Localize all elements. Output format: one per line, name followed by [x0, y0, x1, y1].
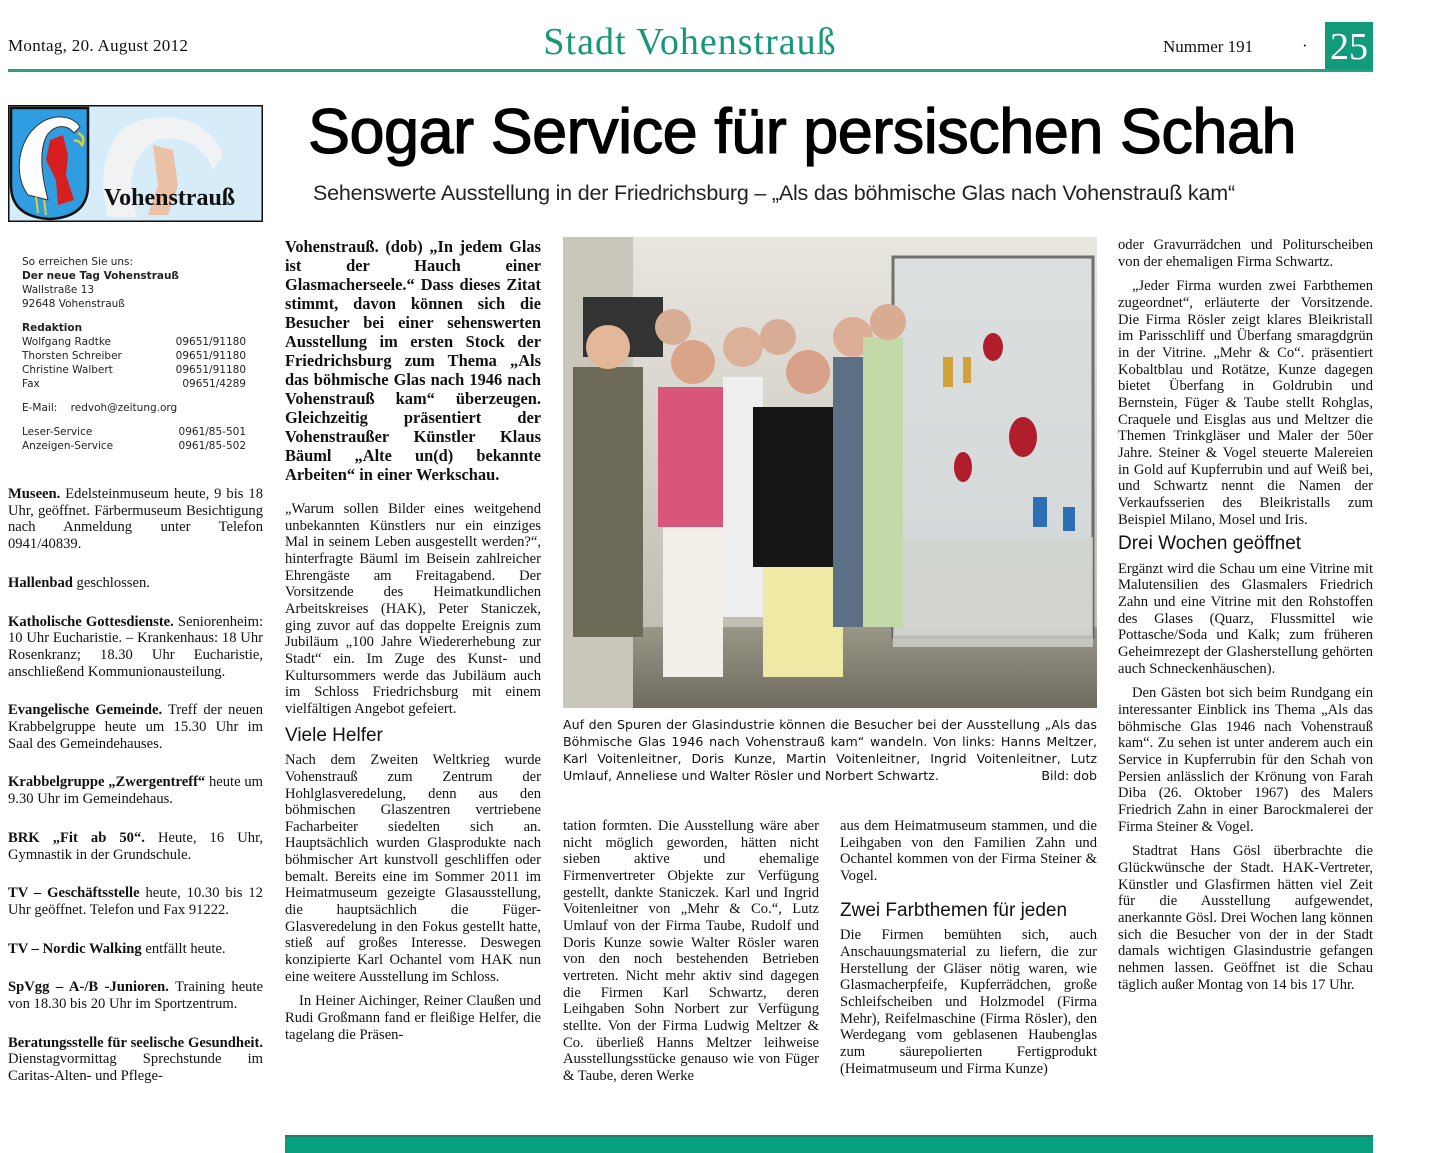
editor-row — [22, 335, 246, 349]
notice-item: Evangelische Gemeinde. Treff der neuen Krabbelgruppe heute um 15.30 Uhr im Saal des Gemeindehauses. — [8, 702, 264, 752]
article-paragraph: tation formten. Die Ausstellung wäre aber nicht möglich geworden, hätten nicht sieben aktive und ehemalige Firmenvertreter Objekte zur Verfügung gestellt, dankte Staniczek. Karl und Ingrid Voitenleitner von „Mehr & Co.“, Lutz Umlauf von der Firma Taube, Rudolf und Doris Kunze sowie Walter Rösler waren von den noch bestehenden Betrieben vertreten. Nicht mehr aktiv sind dagegen die Firmen Karl Schwartz, deren Leihgaben Sohn Norbert zur Verfügung stellte. Von der Firma Ludwig Meltzer & Co. überließ Hanns Meltzer leihweise Ausstellungsstücke genauso wie von Füger & Taube, deren Werke — [563, 818, 819, 1084]
fax-row — [22, 377, 246, 391]
article-column-4 — [1118, 237, 1373, 993]
editorial-label: Redaktion — [22, 322, 83, 334]
editor-phone: 09651/91180 — [175, 350, 246, 362]
issue-number: Nummer 191 — [1163, 37, 1254, 56]
contact-intro: So erreichen Sie uns: — [22, 256, 134, 268]
subheading-drei-wochen: Drei Wochen geöffnet — [1118, 533, 1302, 555]
publisher-city: 92648 Vohenstrauß — [22, 298, 125, 310]
photo-credit: Bild: dob — [1041, 768, 1097, 783]
article-paragraph: Den Gästen bot sich beim Rundgang ein interessanter Einblick ins Thema „Als das böhmische Glas 1946 nach Vohenstrauß kam“. Zu sehen ist unter anderem auch ein Service in Kupferrubin für den Schah von Persien anlässlich der Krönung von Farah Diba (26. Oktober 1967) des Malers Friedrich Zahn in einer Barockmalerei der Firma Steiner & Vogel. — [1118, 685, 1373, 835]
editor-name: Wolfgang Radtke — [22, 336, 112, 348]
article-subheadline: Sehenswerte Ausstellung in der Friedrichsburg – „Als das böhmische Glas nach Vohenstrauß kam“ — [313, 181, 1235, 205]
article-paragraph: In Heiner Aichinger, Reiner Claußen und Rudi Großmann fand er fleißige Helfer, die tagelang die Präsen- — [285, 993, 541, 1043]
exhibition-group-photo — [563, 237, 1097, 708]
service-phone: 0961/85-502 — [178, 440, 246, 452]
service-row — [22, 425, 246, 439]
article-paragraph: Nach dem Zweiten Weltkrieg wurde Vohenstrauß zum Zentrum der Hohlglasveredelung, denn aus den böhmischen Glaszentren vertriebene Facharbeiter siedelten sich an. Hauptsächlich wurden Glasprodukte nach böhmischer Art kunstvoll geschliffen oder bemalt. Bereits eine im Sommer 2011 im Heimatmuseum gezeigte Glasausstellung, die hauptsächlich die Füger-Glasveredelung in den Fokus gestellt hatte, stieß auf großes Interesse. Deswegen konzipierte Karl Ochantel vom HAK nun eine weitere Ausstellung im Schloss. — [285, 752, 541, 985]
article-paragraph: „Warum sollen Bilder eines weitgehend unbekannten Künstlers nur ein einziges Mal in seinem Leben ausgestellt werden?“, hinterfragte Bäuml im Beisein zahlreicher Ehrengäste am Freitagabend. Der Vorsitzende des Heimatkundlichen Arbeitskreises (HAK), Peter Staniczek, ging zuvor auf das doppelte Ereignis zum Jubiläum „100 Jahre Wiedererhebung zur Stadt“ ein. Im Zuge des Kunst- und Kultursommers werde das Jubiläum auch im Schloss Friedrichsburg mit einem vielfältigen Angebot gefeiert. — [285, 501, 541, 717]
editor-phone: 09651/91180 — [175, 336, 246, 348]
service-row — [22, 439, 246, 453]
article-paragraph: aus dem Heimatmuseum stammen, und die Leihgaben von den Familien Zahn und Ochantel kommen von der Firma Steiner & Vogel. — [840, 818, 1097, 884]
article-column-1 — [285, 237, 541, 1043]
article-paragraph: Stadtrat Hans Gösl überbrachte die Glückwünsche der Stadt. HAK-Vertreter, Künstler und Glasfirmen hätten viel Zeit für die Ausstellung aufgewendet, anerkannte Gösl. Drei Wochen lang können sich die Besucher von der in der Stadt damals wichtigen Glasindustrie gefangen nehmen lassen. Geöffnet ist die Schau täglich außer Montag von 14 bis 17 Uhr. — [1118, 843, 1373, 993]
email-link[interactable]: redvoh@zeitung.org — [70, 402, 178, 414]
article-paragraph: „Jeder Firma wurden zwei Farbthemen zugeordnet“, erläuterte der Vorsitzende. Die Firma Rösler zeigt klares Bleikristall im Parisschliff und Überfang smaragdgrün in der Vitrine. „Mehr & Co“. präsentiert Kobaltblau und Rotätze, Kunze dagegen bietet Überfang in Goldrubin und Bernstein, Füger & Taube stellt Rohglas, Craquele und Eisglas aus und Meltzer die Themen Trinkgläser und Maler der 50er Jahre. Steiner & Vogel steuerte Malereien in Gold auf Kupferrubin und auf Weiß bei, und Schwartz nennt die Namen der Verkaufsserien des Bleikristalls zum Beispiel Milano, Mosel und Iris. — [1118, 278, 1373, 528]
issue-date: Montag, 20. August 2012 — [8, 36, 189, 55]
service-name: Leser-Service — [22, 426, 93, 438]
notice-item: Beratungsstelle für seelische Gesundheit. Dienstagvormittag Sprechstunde im Caritas-Alten- und Pflege- — [8, 1034, 263, 1085]
article-paragraph: Ergänzt wird die Schau um eine Vitrine mit Malutensilien des Glasmalers Friedrich Zahn und eine Vitrine mit den Rohstoffen des Glases (Quarz, Flussmittel wie Pottasche/Soda und Kalk; zum früheren Geheimrezept der Glasherstellung gehörten auch Schneckenhäuschen). — [1118, 560, 1373, 677]
town-coat-of-arms-logo — [8, 105, 263, 222]
article-column-2 — [563, 818, 819, 1085]
editor-row — [22, 363, 246, 377]
notice-item: Hallenbad geschlossen. — [8, 574, 150, 591]
article-headline: Sogar Service für persischen Schah — [308, 97, 1297, 167]
notice-item: TV – Nordic Walking entfällt heute. — [8, 940, 226, 957]
notice-item: Krabbelgruppe „Zwergentreff“ heute um 9.30 Uhr im Gemeindehaus. — [8, 774, 263, 808]
publisher-name: Der neue Tag Vohenstrauß — [22, 270, 179, 282]
editor-phone: 09651/91180 — [175, 364, 246, 376]
fax-label: Fax — [22, 378, 40, 390]
article-paragraph: Die Firmen bemühten sich, auch Anschauungsmaterial zu liefern, die zur Herstellung der Gläser nötig waren, wie Glasmacherpfeife, Kupferrädchen, große Schleifscheiben und Holzmodel (Firma Mehr), Reifelmaschine (Firma Rösler), den Werdegang vom geblasenen Haubenglas zum säurepolierten Fertigprodukt (Heimatmuseum und Firma Kunze) — [840, 927, 1097, 1077]
section-title: Stadt Vohenstrauß — [543, 21, 837, 63]
notice-item: BRK „Fit ab 50“. Heute, 16 Uhr, Gymnastik in der Grundschule. — [8, 829, 263, 863]
publisher-street: Wallstraße 13 — [22, 284, 95, 296]
email-label: E-Mail: — [22, 402, 58, 414]
page-number: 25 — [1325, 22, 1373, 70]
editor-name: Thorsten Schreiber — [22, 350, 122, 362]
service-phone: 0961/85-501 — [178, 426, 246, 438]
notice-item: Katholische Gottesdienste. Seniorenheim: 10 Uhr Eucharistie. – Krankenhaus: 18 Uhr Rosenkranz; 18.30 Uhr Eucharistie, anschließend Kommunionausteilung. — [8, 613, 263, 680]
bottom-section-bar — [285, 1135, 1373, 1153]
subheading-viele-helfer: Viele Helfer — [285, 724, 383, 746]
notice-item: Museen. Edelsteinmuseum heute, 9 bis 18 Uhr, geöffnet. Färbermuseum Besichtigung nach Anmeldung unter Telefon 0941/40839. — [8, 486, 263, 553]
logo-town-name: Vohenstrauß — [104, 185, 236, 211]
contact-info — [22, 255, 246, 453]
separator: · — [1302, 36, 1308, 55]
header-rule — [8, 69, 1373, 72]
article-paragraph: oder Gravurrädchen und Politurscheiben von der ehemaligen Firma Schwartz. — [1118, 237, 1373, 270]
article-column-3 — [840, 818, 1097, 1077]
caption-text: Auf den Spuren der Glasindustrie können die Besucher bei der Ausstellung „Als das Böhmische Glas 1946 nach Vohenstrauß kam“ wandeln. Von links: Hanns Meltzer, Karl Voitenleitner, Doris Kunze, Martin Voitenleitner, Ingrid Voitenleitner, Lutz Umlauf, Anneliese und Walter Rösler und Norbert Schwartz. — [563, 717, 1097, 783]
editor-row — [22, 349, 246, 363]
photo-caption — [563, 716, 1097, 784]
article-lead: Vohenstrauß. (dob) „In jedem Glas ist der Hauch einer Glasmacherseele.“ Dass dieses Zitat stimmt, davon können sich die Besucher bei einer sehenswerten Ausstellung im ersten Stock der Friedrichsburg zum Thema „Als das böhmische Glas nach 1946 nach Vohenstrauß kam“ überzeugen. Gleichzeitig präsentiert der Vohenstraußer Künstler Klaus Bäuml „Alte un(d) bekannte Arbeiten“ in einer Werkschau. — [285, 237, 541, 484]
notice-item: SpVgg – A-/B -Junioren. Training heute von 18.30 bis 20 Uhr im Sportzentrum. — [8, 979, 264, 1013]
local-notices — [8, 486, 263, 1107]
fax-number: 09651/4289 — [182, 378, 246, 390]
subheading-farbthemen: Zwei Farbthemen für jeden — [840, 899, 1068, 921]
editor-name: Christine Walbert — [22, 364, 113, 376]
service-name: Anzeigen-Service — [22, 440, 114, 452]
notice-item: TV – Geschäftsstelle heute, 10.30 bis 12 Uhr geöffnet. Telefon und Fax 91222. — [8, 885, 263, 918]
